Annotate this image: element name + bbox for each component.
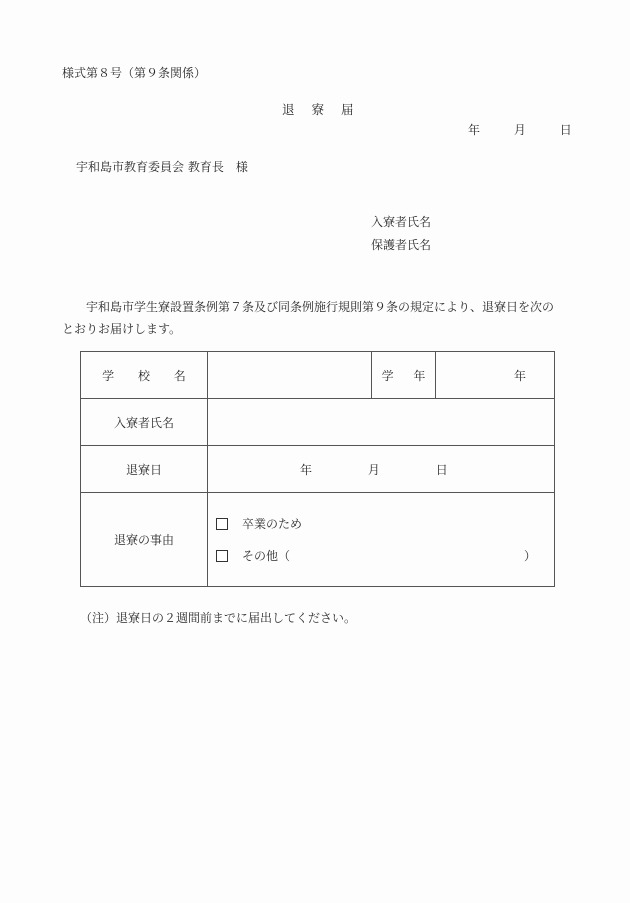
leave-month-label: 月 <box>367 462 380 477</box>
table-row-school <box>81 352 555 399</box>
other-label: その他（ <box>242 549 291 563</box>
reason-field <box>208 493 555 587</box>
table-row-resident <box>81 399 555 446</box>
applicant-name-label: 入寮者氏名 <box>371 215 432 229</box>
school-name-field[interactable] <box>208 352 372 399</box>
footnote: （注）退寮日の２週間前までに届出してください。 <box>80 611 357 625</box>
grade-suffix: 年 <box>513 368 526 383</box>
leave-year-label: 年 <box>300 462 313 477</box>
graduation-checkbox[interactable] <box>216 518 228 530</box>
resident-name-label: 入寮者氏名 <box>81 399 208 446</box>
body-text: 宇和島市学生寮設置条例第７条及び同条例施行規則第９条の規定により、退寮日を次のとおりお届けします。 <box>62 300 555 336</box>
resident-name-field[interactable] <box>208 399 555 446</box>
withdrawal-form-table <box>80 351 555 587</box>
year-label: 年 <box>468 123 481 137</box>
month-label: 月 <box>513 123 526 137</box>
document-title: 退寮届 <box>282 102 371 117</box>
other-paren-close: ） <box>523 549 536 563</box>
submission-date <box>468 124 572 136</box>
school-name-label: 学 校 名 <box>81 352 208 399</box>
reason-option-graduation[interactable] <box>208 513 554 535</box>
table-row-leave-date <box>81 446 555 493</box>
other-checkbox[interactable] <box>216 550 228 562</box>
leave-day-label: 日 <box>435 462 448 477</box>
leave-date-label: 退寮日 <box>81 446 208 493</box>
grade-label: 学 年 <box>372 352 436 399</box>
leave-date-field[interactable] <box>208 446 555 493</box>
graduation-label: 卒業のため <box>242 517 303 531</box>
table-row-reason <box>81 493 555 587</box>
day-label: 日 <box>559 123 572 137</box>
reason-option-other[interactable] <box>208 545 554 567</box>
addressee: 宇和島市教育委員会 教育長 様 <box>76 160 248 174</box>
grade-field[interactable] <box>436 352 555 399</box>
reason-label: 退寮の事由 <box>81 493 208 587</box>
form-number: 様式第８号（第９条関係） <box>62 66 207 80</box>
guardian-name-label: 保護者氏名 <box>371 238 432 252</box>
